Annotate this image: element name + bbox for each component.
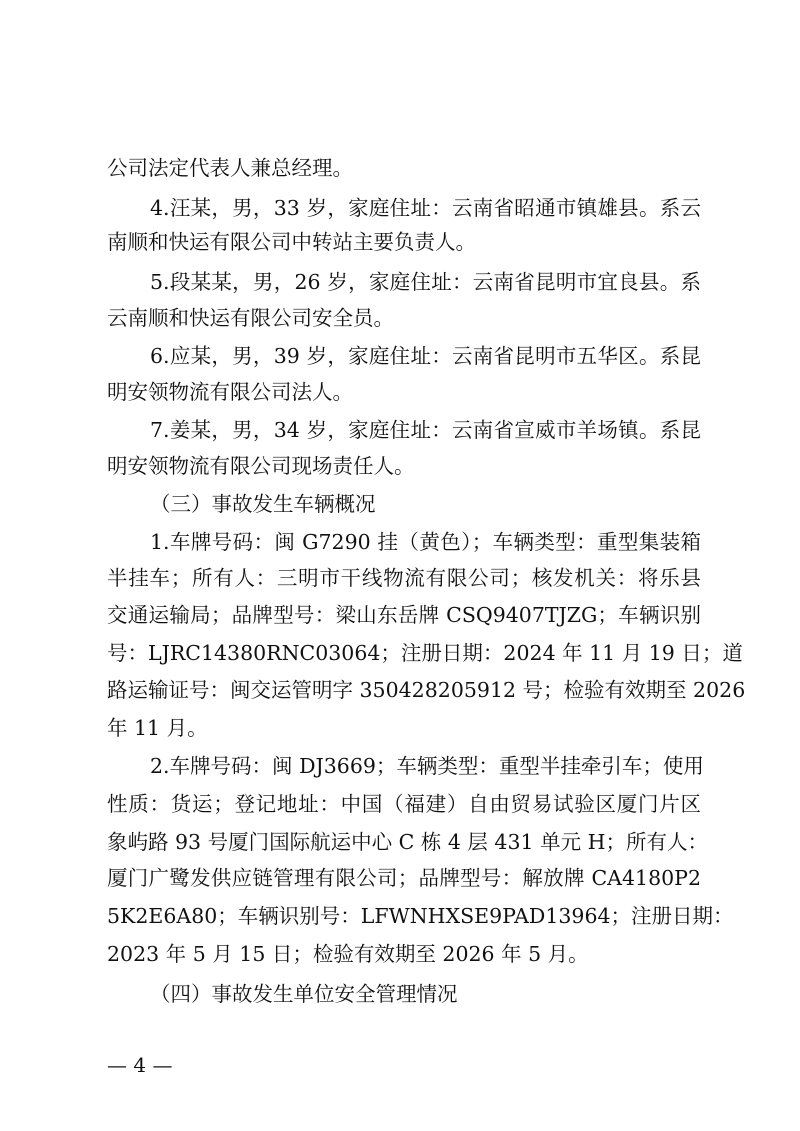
text-line: 厦门广鹭发供应链管理有限公司；品牌型号：解放牌 CA4180P2	[107, 866, 701, 890]
text-line: 2023 年 5 月 15 日；检验有效期至 2026 年 5 月。	[107, 942, 589, 966]
text-line: 性质：货运；登记地址：中国（福建）自由贸易试验区厦门片区	[107, 792, 701, 816]
text-line: 5K2E6A80；车辆识别号：LFWNHXSE9PAD13964；注册日期：	[107, 904, 734, 928]
text-line: 2.车牌号码：闽 DJ3669；车辆类型：重型半挂牵引车；使用	[150, 754, 704, 778]
section-heading: （四）事故发生单位安全管理情况	[150, 982, 458, 1006]
text-line: 象屿路 93 号厦门国际航运中心 C 栋 4 层 431 单元 H；所有人：	[107, 830, 708, 854]
text-line: 南顺和快运有限公司中转站主要负责人。	[107, 230, 476, 254]
text-line: 云南顺和快运有限公司安全员。	[107, 306, 394, 330]
text-line: 半挂车；所有人：三明市干线物流有限公司；核发机关：将乐县	[107, 566, 701, 590]
text-line: 号：LJRC14380RNC03064；注册日期：2024 年 11 月 19 日；道	[107, 641, 743, 665]
text-line: 7.姜某，男，34 岁，家庭住址：云南省宣威市羊场镇。系昆	[150, 418, 701, 442]
text-line: 6.应某，男，39 岁，家庭住址：云南省昆明市五华区。系昆	[150, 344, 701, 368]
text-line: 5.段某某，男，26 岁，家庭住址：云南省昆明市宜良县。系	[150, 270, 701, 294]
section-heading: （三）事故发生车辆概况	[150, 492, 376, 516]
text-line: 路运输证号：闽交运管明字 350428205912 号；检验有效期至 2026	[107, 678, 746, 702]
page-number: — 4 —	[107, 1053, 173, 1077]
text-line: 4.汪某，男，33 岁，家庭住址：云南省昭通市镇雄县。系云	[150, 196, 701, 220]
text-line: 明安领物流有限公司现场责任人。	[107, 454, 415, 478]
text-line: 1.车牌号码：闽 G7290 挂（黄色）；车辆类型：重型集装箱	[150, 530, 701, 554]
text-line: 公司法定代表人兼总经理。	[107, 156, 353, 180]
text-line: 年 11 月。	[107, 716, 208, 740]
text-line: 明安领物流有限公司法人。	[107, 380, 353, 404]
text-line: 交通运输局；品牌型号：梁山东岳牌 CSQ9407TJZG；车辆识别	[107, 603, 701, 627]
